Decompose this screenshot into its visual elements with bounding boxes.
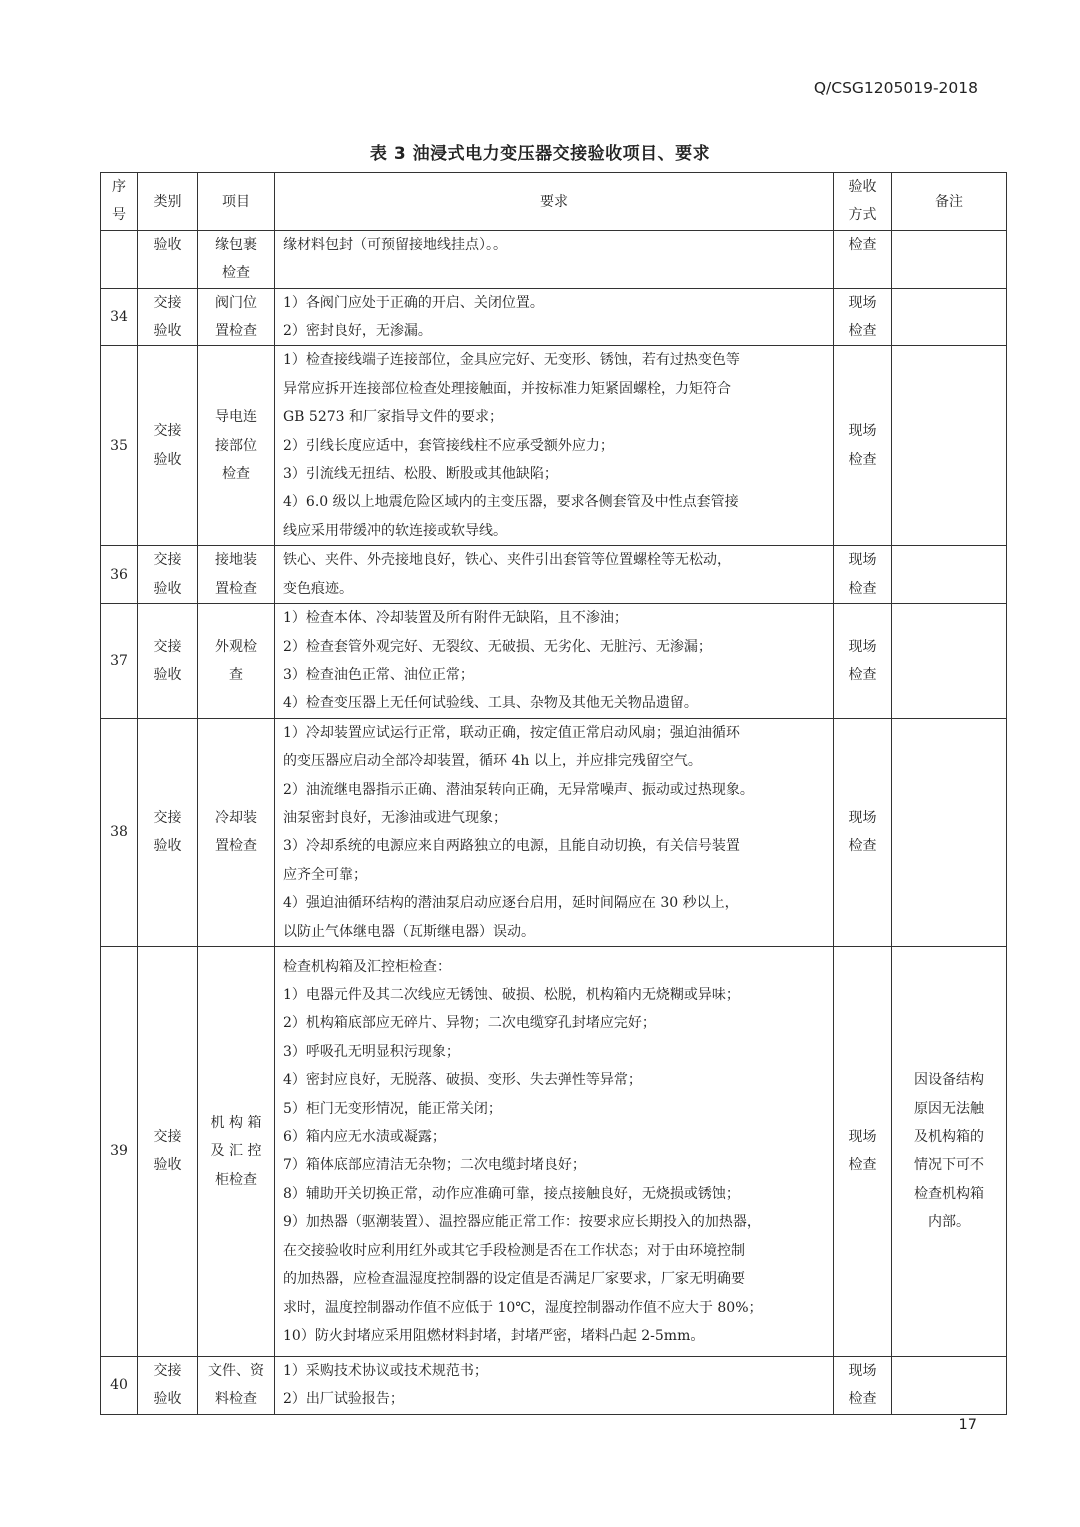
row-category-line: 交接 — [153, 1129, 182, 1146]
row-requirement-line: 缘材料包封（可预留接地线挂点）。。 — [283, 236, 507, 253]
row-requirement-line: 9）加热器（驱潮装置）、温控器应能正常工作：按要求应长期投入的加热器， — [283, 1214, 761, 1231]
row-item-line: 冷却装 — [215, 809, 257, 826]
row-item-line: 机 构 箱 — [210, 1114, 262, 1131]
row-requirement-line: 2）出厂试验报告； — [283, 1391, 404, 1408]
row-requirement-line: 7）箱体底部应清洁无杂物；二次电缆封堵良好； — [283, 1157, 586, 1174]
row-note — [892, 230, 1007, 288]
row-requirement-line: 3）检查油色正常、油位正常； — [283, 666, 474, 683]
row-item-line: 置检查 — [215, 580, 257, 597]
standard-code: Q/CSG1205019-2018 — [813, 79, 978, 97]
table-title: 表 3 油浸式电力变压器交接验收项目、要求 — [369, 144, 711, 164]
table-row — [101, 546, 1007, 604]
acceptance-table — [100, 172, 1007, 1415]
row-number: 39 — [101, 946, 138, 1356]
row-requirement-line: 10）防火封堵应采用阻燃材料封堵，封堵严密，堵料凸起 2-5mm。 — [283, 1327, 705, 1344]
row-method-line: 现场 — [848, 638, 877, 655]
row-requirement-line: 1）检查接线端子连接部位，金具应完好、无变形、锈蚀，若有过热变色等 — [283, 352, 740, 369]
row-requirement-line: 2）密封良好，无渗漏。 — [283, 323, 432, 340]
row-note — [892, 718, 1007, 946]
row-requirement-line: 2）油流继电器指示正确、潜油泵转向正确，无异常噪声、振动或过热现象。 — [283, 781, 754, 798]
row-number: 40 — [101, 1356, 138, 1414]
row-note — [892, 346, 1007, 546]
row-item — [198, 288, 275, 346]
row-method — [834, 230, 892, 288]
row-item — [198, 1356, 275, 1414]
row-method-line: 现场 — [848, 423, 877, 440]
row-item-line: 接部位 — [215, 437, 257, 454]
row-item-line: 置检查 — [215, 323, 257, 340]
row-category — [138, 288, 198, 346]
row-requirement — [275, 946, 834, 1356]
row-requirement-line: GB 5273 和厂家指导文件的要求； — [283, 409, 504, 426]
header-no: 序 号 — [101, 173, 138, 231]
row-method-line: 现场 — [848, 1129, 877, 1146]
page-number: 17 — [958, 1417, 977, 1433]
row-number — [101, 230, 138, 288]
row-category — [138, 346, 198, 546]
row-requirement — [275, 604, 834, 719]
row-method-line: 现场 — [848, 809, 877, 826]
row-item — [198, 230, 275, 288]
table-row — [101, 346, 1007, 546]
row-method — [834, 546, 892, 604]
row-category-line: 验收 — [153, 323, 182, 340]
row-method-line: 现场 — [848, 294, 877, 311]
row-requirement-line: 1）采购技术协议或技术规范书； — [283, 1362, 488, 1379]
row-requirement-line: 以防止气体继电器（瓦斯继电器）误动。 — [283, 923, 535, 940]
row-item-line: 缘包裹 — [215, 236, 257, 253]
row-requirement-line: 铁心、夹件、外壳接地良好，铁心、夹件引出套管等位置螺栓等无松动， — [283, 552, 731, 569]
row-item — [198, 346, 275, 546]
row-number: 37 — [101, 604, 138, 719]
row-note — [892, 604, 1007, 719]
row-number: 35 — [101, 346, 138, 546]
row-method — [834, 718, 892, 946]
row-requirement-line: 应齐全可靠； — [283, 866, 367, 883]
row-requirement-line: 4）密封应良好，无脱落、破损、变形、失去弹性等异常； — [283, 1072, 642, 1089]
table-row — [101, 718, 1007, 946]
row-method-line: 现场 — [848, 1362, 877, 1379]
header-requirement: 要求 — [275, 173, 834, 231]
row-category-line: 交接 — [153, 294, 182, 311]
row-method-line: 检查 — [848, 236, 877, 253]
table-row — [101, 604, 1007, 719]
row-method — [834, 1356, 892, 1414]
row-requirement-line: 8）辅助开关切换正常，动作应准确可靠，接点接触良好，无烧损或锈蚀； — [283, 1185, 740, 1202]
row-item — [198, 546, 275, 604]
row-item-line: 料检查 — [215, 1391, 257, 1408]
row-note — [892, 946, 1007, 1356]
row-method-line: 检查 — [848, 1391, 877, 1408]
row-requirement — [275, 346, 834, 546]
row-method-line: 检查 — [848, 323, 877, 340]
row-category-line: 交接 — [153, 638, 182, 655]
row-note-line: 原因无法触 — [914, 1100, 984, 1117]
table-row — [101, 230, 1007, 288]
row-requirement-line: 1）冷却装置应试运行正常，联动正确，按定值正常启动风扇；强迫油循环 — [283, 724, 740, 741]
row-category — [138, 946, 198, 1356]
table-header-row — [101, 173, 1007, 231]
row-number: 38 — [101, 718, 138, 946]
row-requirement-line: 的加热器，应检查温湿度控制器的设定值是否满足厂家要求，厂家无明确要 — [283, 1271, 745, 1288]
row-requirement-line: 2）检查套管外观完好、无裂纹、无破损、无劣化、无脏污、无渗漏； — [283, 638, 712, 655]
row-item — [198, 946, 275, 1356]
row-requirement-line: 4）强迫油循环结构的潜油泵启动应逐台启用，延时间隔应在 30 秒以上， — [283, 895, 739, 912]
table-row — [101, 288, 1007, 346]
row-method — [834, 288, 892, 346]
row-requirement-line: 4）6.0 级以上地震危险区域内的主变压器，要求各侧套管及中性点套管接 — [283, 494, 739, 511]
row-requirement-line: 1）电器元件及其二次线应无锈蚀、破损、松脱，机构箱内无烧糊或异味； — [283, 987, 740, 1004]
row-method-line: 检查 — [848, 580, 877, 597]
row-requirement-line: 1）各阀门应处于正确的开启、关闭位置。 — [283, 294, 544, 311]
row-category — [138, 546, 198, 604]
row-requirement-line: 4）检查变压器上无任何试验线、工具、杂物及其他无关物品遗留。 — [283, 695, 698, 712]
row-requirement-line: 6）箱内应无水渍或凝露； — [283, 1129, 446, 1146]
row-item-line: 及 汇 控 — [210, 1143, 262, 1160]
row-requirement-line: 线应采用带缓冲的软连接或软导线。 — [283, 522, 507, 539]
row-item-line: 导电连 — [215, 409, 257, 426]
row-requirement — [275, 546, 834, 604]
row-method — [834, 604, 892, 719]
row-requirement — [275, 230, 834, 288]
row-category-line: 验收 — [153, 236, 182, 253]
row-method-line: 检查 — [848, 838, 877, 855]
row-requirement-line: 3）呼吸孔无明显积污现象； — [283, 1043, 460, 1060]
row-category-line: 交接 — [153, 423, 182, 440]
header-category: 类别 — [138, 173, 198, 231]
row-category-line: 交接 — [153, 809, 182, 826]
row-item-line: 文件、资 — [208, 1362, 264, 1379]
row-item-line: 柜检查 — [215, 1171, 257, 1188]
row-note — [892, 546, 1007, 604]
row-category — [138, 718, 198, 946]
row-item — [198, 718, 275, 946]
row-method — [834, 946, 892, 1356]
row-item — [198, 604, 275, 719]
row-method-line: 现场 — [848, 552, 877, 569]
row-item-line: 检查 — [222, 265, 250, 282]
row-requirement-line: 变色痕迹。 — [283, 580, 353, 597]
row-note-line: 内部。 — [928, 1214, 970, 1231]
row-requirement — [275, 718, 834, 946]
row-note — [892, 288, 1007, 346]
row-category — [138, 230, 198, 288]
row-requirement-line: 2）机构箱底部应无碎片、异物；二次电缆穿孔封堵应完好； — [283, 1015, 656, 1032]
row-requirement-line: 检查机构箱及汇控柜检查： — [283, 958, 451, 975]
row-note-line: 检查机构箱 — [914, 1185, 984, 1202]
row-requirement — [275, 288, 834, 346]
row-requirement-line: 1）检查本体、冷却装置及所有附件无缺陷，且不渗油； — [283, 610, 628, 627]
row-note — [892, 1356, 1007, 1414]
row-category-line: 验收 — [153, 451, 182, 468]
row-item-line: 接地装 — [215, 552, 257, 569]
row-item-line: 查 — [229, 666, 243, 683]
row-category-line: 验收 — [153, 1391, 182, 1408]
row-number: 34 — [101, 288, 138, 346]
row-category — [138, 604, 198, 719]
row-category-line: 验收 — [153, 838, 182, 855]
row-requirement-line: 求时，温度控制器动作值不应低于 10℃，湿度控制器动作值不应大于 80%； — [283, 1299, 763, 1316]
row-requirement-line: 异常应拆开连接部位检查处理接触面，并按标准力矩紧固螺栓，力矩符合 — [283, 380, 731, 397]
row-method-line: 检查 — [848, 451, 877, 468]
row-number: 36 — [101, 546, 138, 604]
row-note-line: 因设备结构 — [914, 1072, 984, 1089]
table-body — [101, 230, 1007, 1414]
row-item-line: 置检查 — [215, 838, 257, 855]
row-method-line: 检查 — [848, 1157, 877, 1174]
table-row — [101, 1356, 1007, 1414]
row-method — [834, 346, 892, 546]
row-category-line: 验收 — [153, 1157, 182, 1174]
row-category-line: 交接 — [153, 1362, 182, 1379]
row-requirement — [275, 1356, 834, 1414]
row-note-line: 情况下可不 — [914, 1157, 984, 1174]
row-requirement-line: 在交接验收时应利用红外或其它手段检测是否在工作状态；对于由环境控制 — [283, 1242, 745, 1259]
row-category-line: 验收 — [153, 580, 182, 597]
row-requirement-line: 3）冷却系统的电源应来自两路独立的电源，且能自动切换，有关信号装置 — [283, 838, 740, 855]
row-item-line: 外观检 — [215, 638, 257, 655]
header-note: 备注 — [892, 173, 1007, 231]
row-item-line: 检查 — [222, 466, 250, 483]
row-requirement-line: 的变压器应启动全部冷却装置，循环 4h 以上，并应排完残留空气。 — [283, 753, 702, 770]
row-requirement-line: 油泵密封良好，无渗油或进气现象； — [283, 809, 507, 826]
row-requirement-line: 2）引线长度应适中，套管接线柱不应承受额外应力； — [283, 437, 614, 454]
table-row — [101, 946, 1007, 1356]
row-method-line: 检查 — [848, 666, 877, 683]
row-requirement-line: 5）柜门无变形情况，能正常关闭； — [283, 1100, 502, 1117]
row-item-line: 阀门位 — [215, 294, 257, 311]
header-method: 验收 方式 — [834, 173, 892, 231]
row-category — [138, 1356, 198, 1414]
row-category-line: 验收 — [153, 666, 182, 683]
header-item: 项目 — [198, 173, 275, 231]
row-note-line: 及机构箱的 — [914, 1129, 984, 1146]
row-category-line: 交接 — [153, 552, 182, 569]
row-requirement-line: 3）引流线无扭结、松股、断股或其他缺陷； — [283, 466, 558, 483]
